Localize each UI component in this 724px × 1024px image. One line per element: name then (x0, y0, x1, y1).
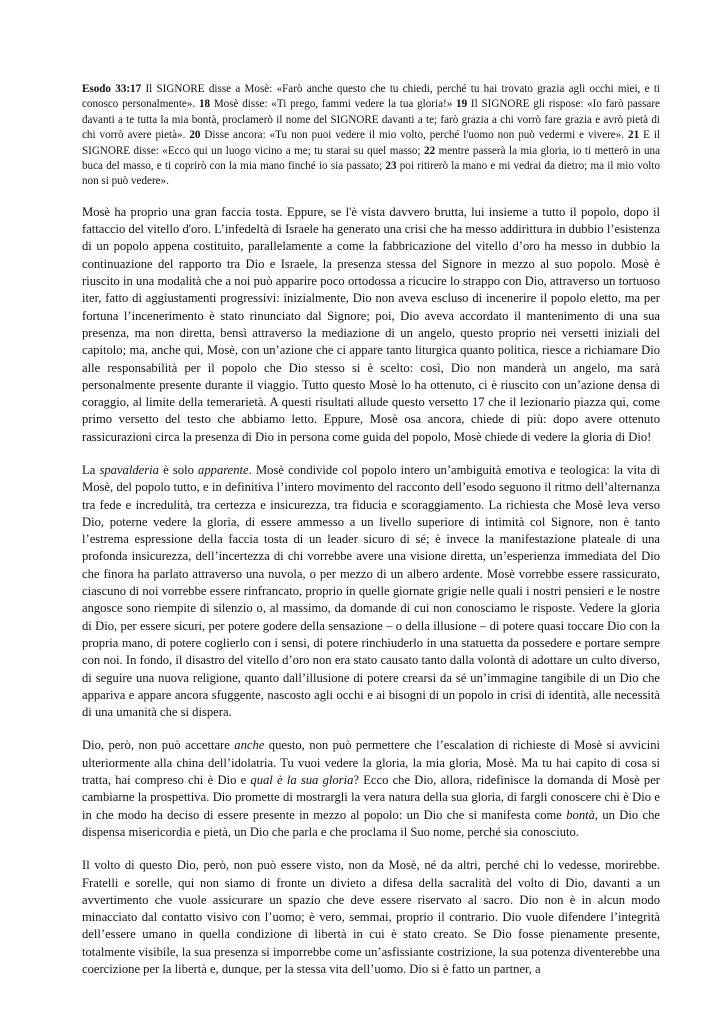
paragraph-2-text-b: è solo (158, 463, 199, 477)
paragraph-2-text-a: La (82, 463, 100, 477)
paragraph-3-emphasis-anche: anche (234, 738, 265, 753)
paragraph-1: Mosè ha proprio una gran faccia tosta. Eppure, se l'è vista davvero brutta, lui insieme a tutto il popolo, dopo il fattaccio del vitello d'oro. L’infedeltà di Israele ha generato una crisi che ha messo addirittura in dubbio l’esistenza di un popolo appena costituito, parallelamente a come la fabbricazione del vitello d’oro ha messo in dubbio la continuazione del rapporto tra Dio e Israele, la presenza stessa del Signore in mezzo al suo popolo. Mosè è riuscito in una modalità che a noi può apparire poco ortodossa a ricucire lo strappo con Dio, attraverso un tortuoso iter, fatto di aggiustamenti progressivi: inizialmente, Dio non aveva escluso di incenerire il popolo eletto, ma per fortuna l’incenerimento è stato rinunciato dal Signore; poi, Dio aveva accordato il mantenimento di una sua presenza, ma non diretta, bensì attraverso la mediazione di un angelo, questo proprio nei versetti iniziali del capitolo; ma, anche qui, Mosè, con un’azione che ci appare tanto liturgica quanto politica, riesce a richiamare Dio alle responsabilità per il popolo che Dio stesso si è scelto: così, Dio non manderà un angelo, ma sarà personalmente presente durante il viaggio. Tutto questo Mosè lo ha ottenuto, ci è riuscito con un’azione densa di coraggio, al limite della temerarietà. A questi risultati allude questo versetto 17 che il lezionario piazza qui, come primo versetto del testo che abbiamo letto. Eppure, Mosè osa ancora, chiede di più: dopo avere ottenuto rassicurazioni circa la presenza di Dio in persona come guida del popolo, Mosè chiede di vedere la gloria di Dio! (82, 204, 660, 444)
verse-number-22: 22 (424, 144, 436, 157)
scripture-reference: Esodo 33:17 (82, 83, 142, 95)
paragraph-3-text-a: Dio, però, non può accettare (82, 738, 235, 753)
paragraph-4: Il volto di questo Dio, però, non può essere visto, non da Mosè, né da altri, perché chi lo vedesse, morirebbe. Fratelli e sorelle, qui non siamo di fronte un divieto a difesa della sacralità del volto di Dio, davanti a un avvertimento che vuole assicurare un spazio che deve essere riservato al sacro. Dio non è in alcun modo minacciato dal contatto visivo con l’uomo; è vero, semmai, proprio il contrario. Dio vuole difendere l’integrità dell’essere umano in quella condizione di libertà in cui è stato creato. Se Dio fosse pienamente presente, totalmente visibile, la sua presenza si imporrebbe come un’asfissiante costrizione, la sua potenza diventerebbe una coercizione per la libertà e, dunque, per la stessa vita dell’uomo. Dio si è fatto un partner, a (82, 858, 660, 977)
verse-20-text: Disse ancora: «Tu non puoi vedere il mio volto, perché l'uomo non può vedermi e vivere». (200, 129, 629, 142)
verse-number-19: 19 (456, 98, 468, 111)
paragraph-3-text-c: ? Ecco che Dio, allora, ridefinisce la domanda di Mosè per cambiarne la prospettiva. Dio promette di mostrargli la vera natura della sua gloria, di fargli conoscere chi è Dio e in che modo ha deciso di essere presente in mezzo al popolo: un Dio che si manifesta come (82, 773, 660, 822)
verse-19-text: Il SIGNORE gli rispose: «Io farò passare davanti a te tutta la mia bontà, proclamerò il nome del SIGNORE davanti a te; farò grazia a chi vorrò fare grazia e avrò pietà di chi vorrò avere pietà». (82, 98, 660, 142)
paragraph-3-emphasis-bonta: bontà (566, 807, 595, 822)
paragraph-2 (82, 462, 660, 721)
verse-number-21: 21 (628, 129, 640, 142)
verse-23-text: poi ritirerò la mano e mi vedrai da dietro; ma il mio volto non si può vedere». (82, 160, 660, 188)
verse-17-text: Il SIGNORE disse a Mosè: «Farò anche questo che tu chiedi, perché tu hai trovato grazia agli occhi miei, e ti conosco personalmente». (82, 83, 660, 111)
paragraph-3-emphasis-gloria: qual è la sua gloria (250, 773, 354, 788)
verse-21-text: E il SIGNORE disse: «Ecco qui un luogo vicino a me; tu starai su quel masso; (82, 129, 660, 157)
paragraph-3-text-d: , un Dio che dispensa misericordia e pietà, un Dio che parla e che proclama il Suo nome, perché sia conosciuto. (82, 807, 660, 839)
paragraph-2-emphasis-apparente: apparente (198, 463, 249, 477)
verse-number-20: 20 (189, 129, 201, 142)
verse-number-18: 18 (198, 98, 211, 111)
paragraph-2-text-c: . Mosè condivide col popolo intero un’ambiguità emotiva e teologica: la vita di Mosè, del popolo tutto, e in definitiva l’intero movimento del racconto dell’esodo seguono il ritmo dell’alternanza tra fede e incredulità, tra certezza e insicurezza, tra fiducia e scoraggiamento. La richiesta che Mosè leva verso Dio, poterne vedere la gloria, di essere ammesso a un livello superiore di intimità col Signore, non è tanto l’estrema espressione della faccia tosta di un leader sicuro di sé; è invece la manifestazione plateale di una profonda insicurezza, dell’incertezza di chi vorrebbe avere una visione diretta, un’esperienza immediata del Dio che finora ha parlato attraverso una nuvola, o per mezzo di un albero ardente. Mosè vorrebbe essere rassicurato, ciascuno di noi vorrebbe essere rinfrancato, proprio in quelle giornate grigie nelle quali i nostri pensieri e le nostre angosce sono riempite di silenzio o, al massimo, da domande di cui non conosciamo le risposte. Vedere la gloria di Dio, per essere sicuri, per potere godere della sensazione – o della illusione – di potere quasi toccare Dio con la propria mano, di potere coglierlo con i sensi, di potere rinchiuderlo in una statuetta da possedere e portare sempre con noi. In fondo, il disastro del vitello d’oro non era stato causato tanto dalla volontà di adottare un culto diverso, di seguire una nuova religione, quanto dall’illusione di potere crearsi da sé un’immagine tangibile di un Dio che appariva e appare ancora sfuggente, nascosto agli occhi e ai bisogni di un popolo in crisi di identità, alle necessità di una umanità che si dispera. (82, 463, 661, 720)
verse-18-text: Mosè disse: «Ti prego, fammi vedere la tua gloria!» (210, 98, 457, 111)
verse-number-23: 23 (385, 160, 397, 173)
paragraph-2-emphasis-spavalderia: spavalderia (99, 463, 159, 477)
paragraph-3-text-b: questo, non può permettere che l’escalation di richieste di Mosè si avvicini ulteriormente alla china dell’idolatria. Tu vuoi vedere la gloria, la mia gloria, Mosè. Ma tu hai capito di cosa si tratta, hai compreso chi è Dio e (82, 738, 660, 788)
verse-22-text: mentre passerà la mia gloria, io ti metterò in una buca del masso, e ti coprirò con la mia mano finché io sia passato; (82, 144, 661, 173)
scripture-quote (82, 82, 660, 190)
paragraph-3 (82, 737, 660, 841)
